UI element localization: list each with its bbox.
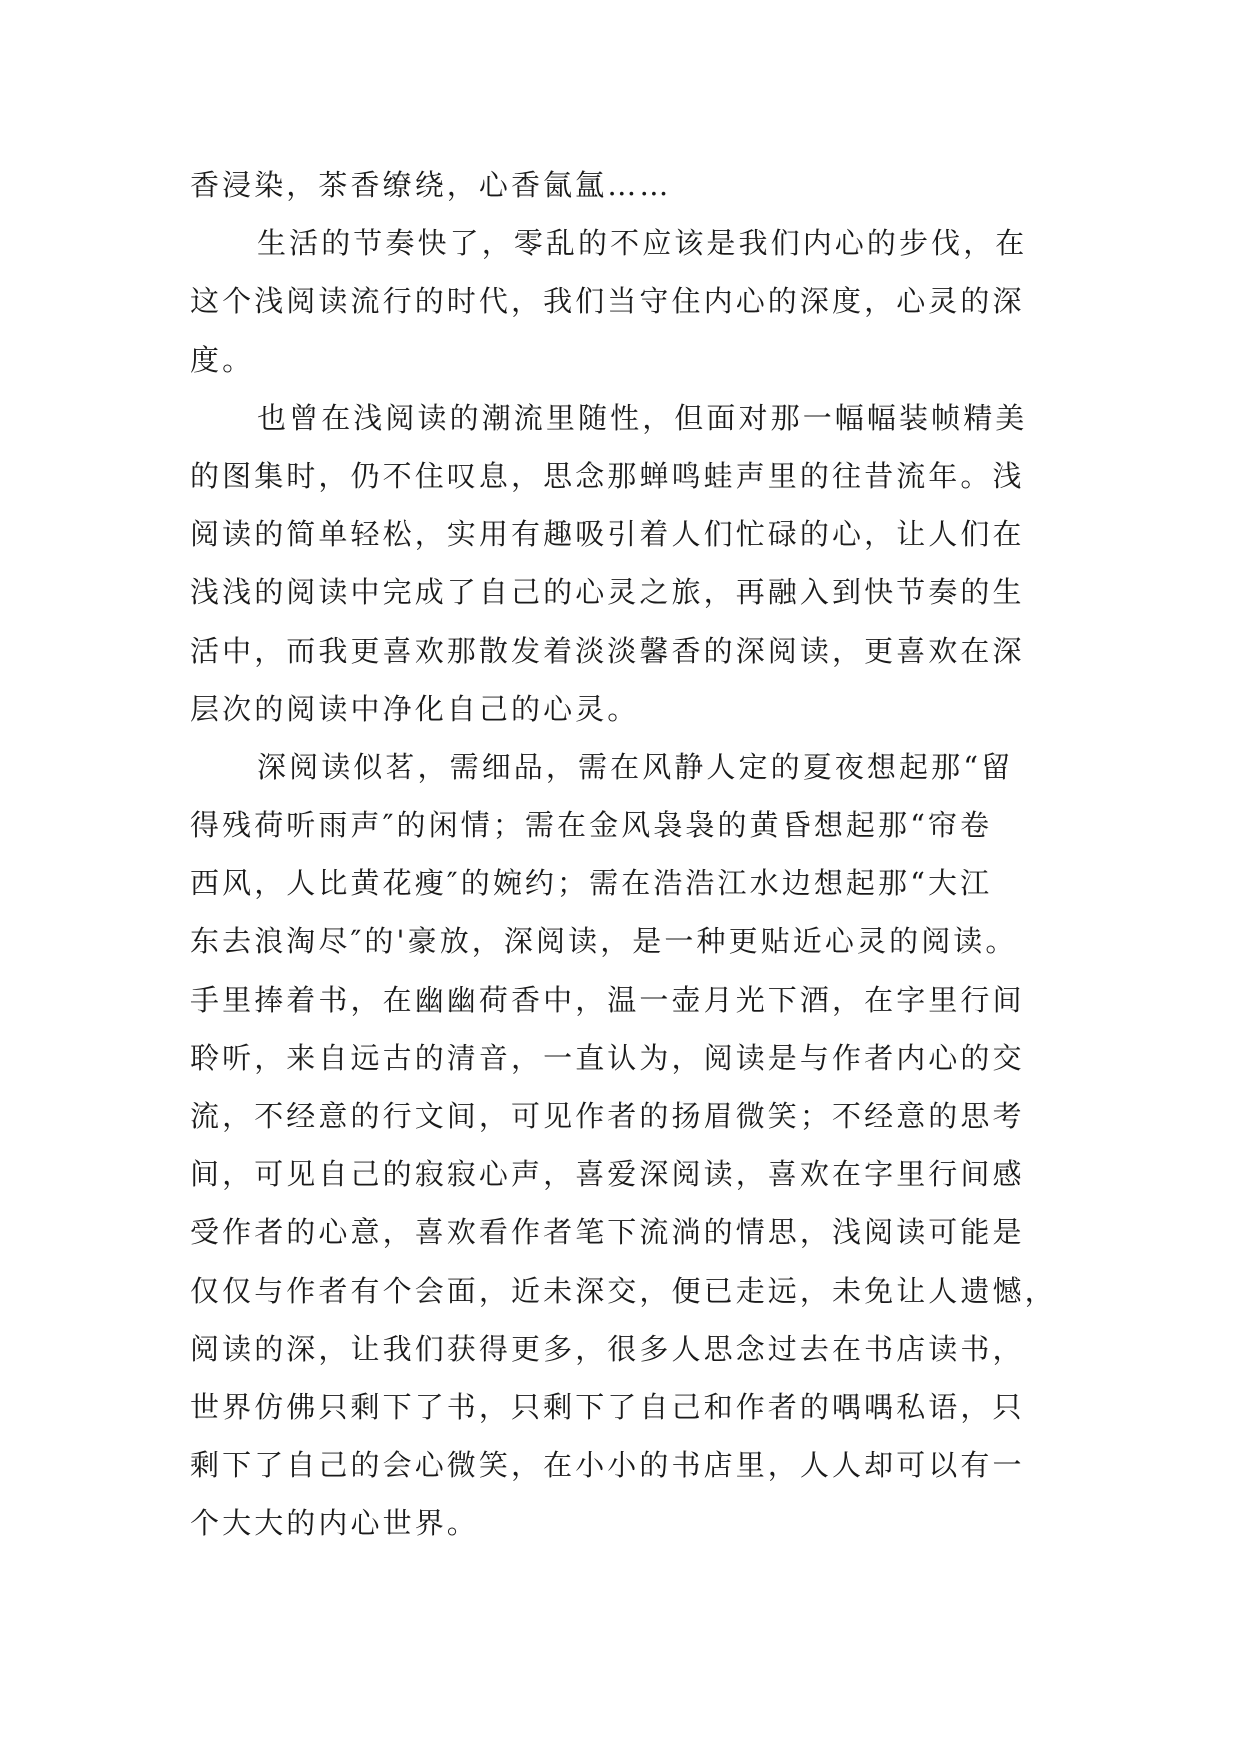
text-line: 香浸染，茶香缭绕，心香氤氲…… [190, 168, 672, 202]
text-line: 阅读的简单轻松，实用有趣吸引着人们忙碌的心，让人们在 [190, 517, 1025, 552]
text-line: 个大大的内心世界。 [190, 1506, 479, 1541]
text-line: 剩下了自己的会心微笑，在小小的书店里，人人却可以有一 [190, 1448, 1025, 1483]
text-line: 流，不经意的行文间，可见作者的扬眉微笑；不经意的思考 [190, 1099, 1025, 1133]
text-line: 也曾在浅阅读的潮流里随性，但面对那一幅幅装帧精美 [257, 400, 1028, 435]
text-line: 活中，而我更喜欢那散发着淡淡馨香的深阅读，更喜欢在深 [190, 633, 1025, 668]
text-line: 得残荷听雨声″的闲情；需在金风袅袅的黄昏想起那“帘卷 [190, 808, 993, 843]
text-line: 深阅读似茗，需细品，需在风静人定的夏夜想起那“留 [257, 749, 1014, 784]
text-line: 间，可见自己的寂寂心声，喜爱深阅读，喜欢在字里行间感 [190, 1157, 1025, 1192]
text-line: 阅读的深，让我们获得更多，很多人思念过去在书店读书， [190, 1331, 1025, 1366]
text-line: 生活的节奏快了，零乱的不应该是我们内心的步伐，在 [257, 226, 1028, 261]
text-line: 聆听，来自远古的清音，一直认为，阅读是与作者内心的交 [190, 1040, 1025, 1075]
body-text [190, 156, 1070, 1553]
text-line: 西风，人比黄花瘦″的婉约；需在浩浩江水边想起那“大江 [190, 866, 993, 901]
text-line: 的图集时，仍不住叹息，思念那蝉鸣蛙声里的往昔流年。浅 [190, 458, 1025, 493]
text-line: 层次的阅读中净化自己的心灵。 [190, 691, 640, 726]
text-line: 这个浅阅读流行的时代，我们当守住内心的深度，心灵的深 [190, 284, 1025, 319]
text-line: 世界仿佛只剩下了书，只剩下了自己和作者的喁喁私语，只 [190, 1389, 1025, 1424]
text-line: 手里捧着书，在幽幽荷香中，温一壶月光下酒，在字里行间 [190, 982, 1025, 1017]
text-line: 度。 [190, 342, 255, 377]
text-line: 受作者的心意，喜欢看作者笔下流淌的情思，浅阅读可能是 [190, 1215, 1025, 1250]
text-line: 仅仅与作者有个会面，近未深交，便已走远，未免让人遗憾， [190, 1273, 1057, 1308]
text-line: 浅浅的阅读中完成了自己的心灵之旅，再融入到快节奏的生 [190, 575, 1025, 610]
text-line: 东去浪淘尽″的'豪放，深阅读，是一种更贴近心灵的阅读。 [190, 924, 1018, 959]
